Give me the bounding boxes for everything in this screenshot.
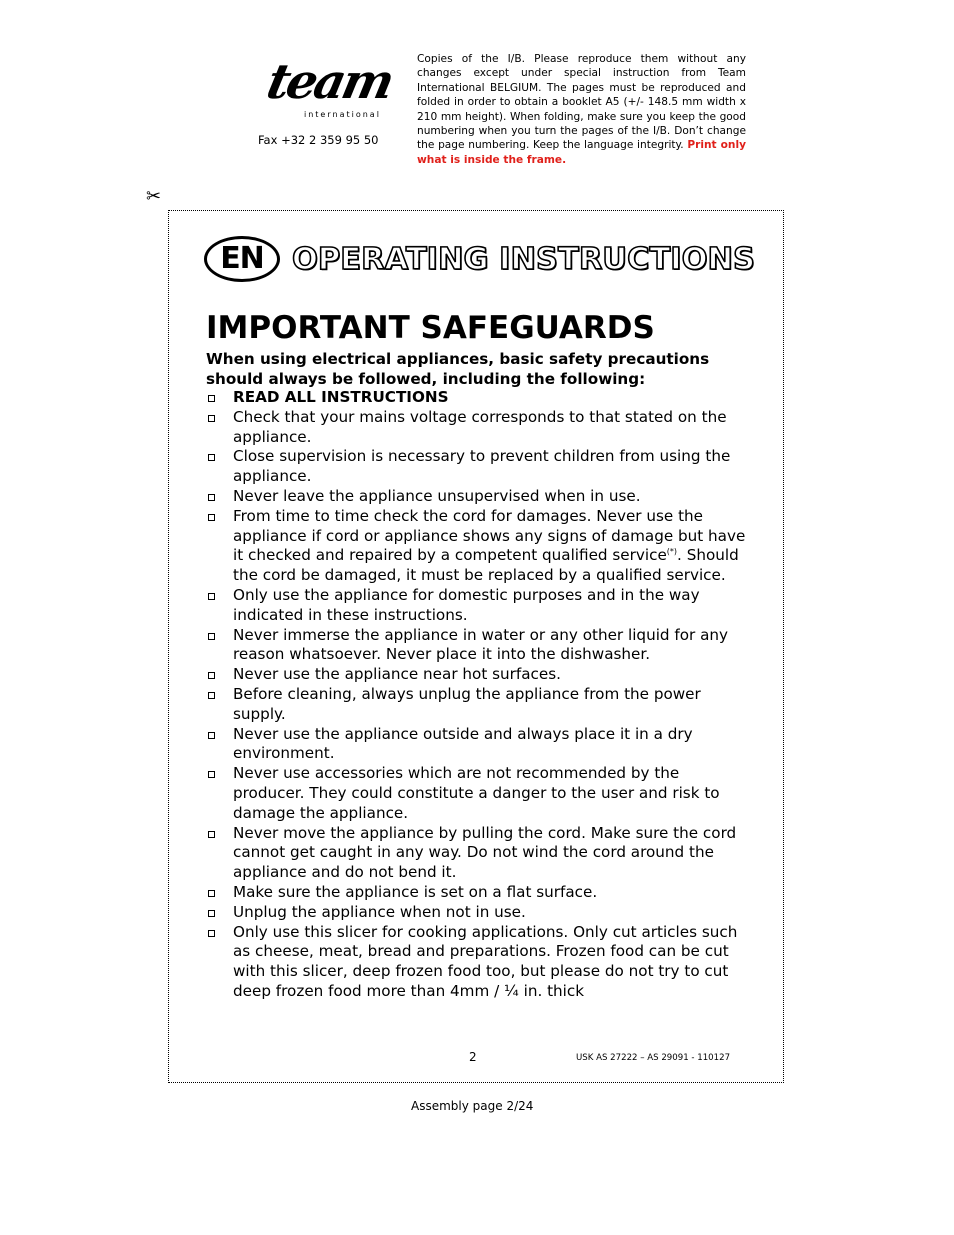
list-item xyxy=(206,883,751,903)
list-item xyxy=(206,903,751,923)
team-logo xyxy=(262,52,397,122)
assembly-page: Assembly page 2/24 xyxy=(411,1099,534,1113)
list-item xyxy=(206,764,751,823)
checkbox-bullet-icon xyxy=(208,514,215,521)
operating-instructions-title: OPERATING INSTRUCTIONS xyxy=(292,242,756,277)
list-item xyxy=(206,824,751,883)
fax-number: Fax +32 2 359 95 50 xyxy=(258,133,379,147)
list-item xyxy=(206,408,751,448)
list-item xyxy=(206,626,751,666)
checkbox-bullet-icon xyxy=(208,672,215,679)
page-number: 2 xyxy=(469,1050,477,1064)
list-item xyxy=(206,586,751,626)
logo-wordmark: team xyxy=(262,54,397,110)
list-item xyxy=(206,388,751,408)
model-reference: USK AS 27222 – AS 29091 - 110127 xyxy=(576,1053,731,1063)
intro-text: When using electrical appliances, basic safety precautions should always be followed, including the following: xyxy=(206,350,710,388)
list-item xyxy=(206,507,751,586)
checkbox-bullet-icon xyxy=(208,831,215,838)
page-title: IMPORTANT SAFEGUARDS xyxy=(206,310,655,346)
logo-subtitle: international xyxy=(304,110,381,119)
list-item-text-continued: . Should the cord be damaged, it must be replaced by a qualified service. xyxy=(233,546,739,585)
checkbox-bullet-icon xyxy=(208,771,215,778)
checkbox-bullet-icon xyxy=(208,633,215,640)
safeguards-list xyxy=(206,388,751,1002)
scissors-icon: ✂ xyxy=(146,186,162,207)
list-item xyxy=(206,447,751,487)
list-item xyxy=(206,725,751,765)
footnote-marker: (*) xyxy=(666,547,678,557)
list-item-text: Only use this slicer for cooking applications. Only cut articles such as cheese, meat, bread and preparations. Frozen food can be cut with this slicer, deep frozen food too, but please do not try to cut deep frozen food more than 4mm / ¼ in. thick xyxy=(233,922,738,1000)
checkbox-bullet-icon xyxy=(208,910,215,917)
checkbox-bullet-icon xyxy=(208,593,215,600)
list-item-text: Unplug the appliance when not in use. xyxy=(233,902,526,921)
list-item-text: Never use accessories which are not recommended by the producer. They could constitute a danger to the user and risk to damage the appliance. xyxy=(233,764,720,822)
language-badge: EN xyxy=(204,236,280,282)
list-item-text: Never leave the appliance unsupervised when in use. xyxy=(233,486,641,505)
list-item-text: Make sure the appliance is set on a flat surface. xyxy=(233,882,598,901)
list-item xyxy=(206,487,751,507)
list-item-text: Never move the appliance by pulling the cord. Make sure the cord cannot get caught in any way. Do not wind the cord around the appliance and do not bend it. xyxy=(233,823,737,882)
notice-highlight: Print only what is inside the frame. xyxy=(417,139,746,166)
checkbox-bullet-icon xyxy=(208,692,215,699)
checkbox-bullet-icon xyxy=(208,732,215,739)
list-item-text: Close supervision is necessary to prevent children from using the appliance. xyxy=(233,447,731,486)
reproduction-notice xyxy=(417,52,746,167)
list-item-text: Only use the appliance for domestic purposes and in the way indicated in these instructions. xyxy=(233,585,700,624)
checkbox-bullet-icon xyxy=(208,890,215,897)
list-item xyxy=(206,665,751,685)
list-item-text: Never use the appliance outside and always place it in a dry environment. xyxy=(233,724,693,763)
checkbox-bullet-icon xyxy=(208,454,215,461)
checkbox-bullet-icon xyxy=(208,930,215,937)
list-item-text: READ ALL INSTRUCTIONS xyxy=(233,388,449,406)
checkbox-bullet-icon xyxy=(208,494,215,501)
list-item-text: Never immerse the appliance in water or any other liquid for any reason whatsoever. Never place it into the dishwasher. xyxy=(233,625,729,664)
list-item-text: From time to time check the cord for damages. Never use the appliance if cord or appliance shows any signs of damage but have it checked and repaired by a competent qualified service xyxy=(233,506,746,565)
list-item-text: Before cleaning, always unplug the appliance from the power supply. xyxy=(233,684,701,723)
list-item-text: Check that your mains voltage corresponds to that stated on the appliance. xyxy=(233,407,727,446)
list-item-text: Never use the appliance near hot surfaces. xyxy=(233,665,561,684)
checkbox-bullet-icon xyxy=(208,415,215,422)
checkbox-bullet-icon xyxy=(208,395,215,402)
list-item xyxy=(206,685,751,725)
list-item xyxy=(206,923,751,1002)
notice-text: Copies of the I/B. Please reproduce them without any changes except under special instruction from Team International BELGIUM. The pages must be reproduced and folded in order to obtain a booklet A5 (+/- 148.5 mm width x 210 mm height). When folding, make sure you keep the good numbering when you turn the pages of the I/B. Don’t change the page numbering. Keep the language integrity. xyxy=(417,53,746,152)
